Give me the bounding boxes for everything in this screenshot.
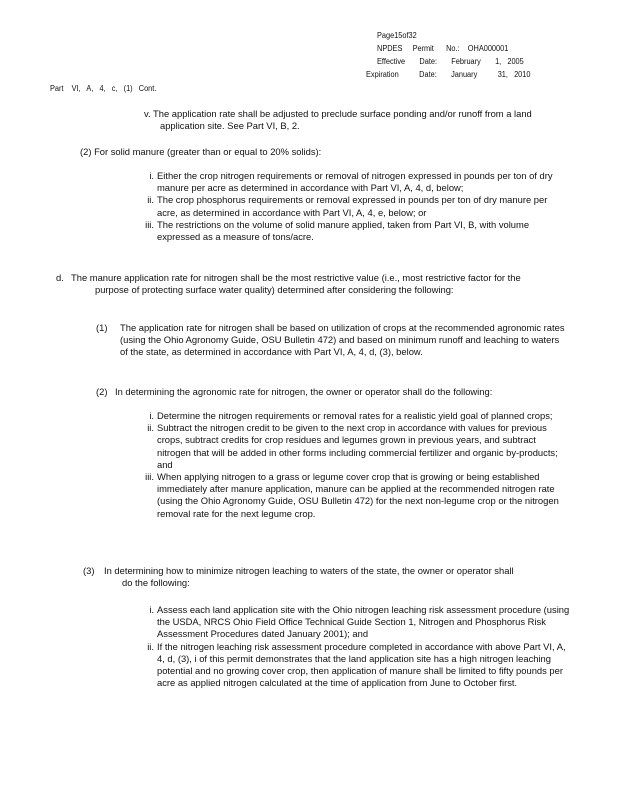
item-d-text: The manure application rate for nitrogen shall be the most restrictive value (i.e., most restrictive factor for the purpose of protecting surface water quality) determined after considering the following:	[71, 272, 521, 296]
d3-item-ii-label: ii.	[147, 640, 154, 652]
solid-item-ii	[140, 194, 566, 218]
item-d3	[83, 565, 523, 589]
solid-item-i-label: i.	[149, 170, 154, 181]
item-d1	[96, 322, 566, 359]
d2-item-iii-text: When applying nitrogen to a grass or legume cover crop that is growing or being established immediately after manure application, manure can be applied at the recommended nitrogen rate (using the Ohio Agronomy Guide, OSU Bulletin 472) for the next non-legume crop or the nitrogen removal rate for the next legume crop.	[157, 471, 559, 519]
expiration-date-line: Expiration Date: January 31, 2010	[366, 70, 531, 79]
item-d3-label: (3)	[83, 565, 95, 576]
d3-item-i	[140, 604, 570, 641]
item-d-label: d.	[56, 272, 64, 283]
d2-item-i-text: Determine the nitrogen requirements or removal rates for a realistic yield goal of planned crops;	[157, 410, 553, 421]
d2-item-ii-text: Subtract the nitrogen credit to be given to the next crop in accordance with values for previous crops, subtract credits for crop residues and legumes grown in previous years, and subtract nitrogen that will be added in other forms including commercial fertilizer and organic by-products; and	[157, 422, 558, 470]
d2-item-ii-label: ii.	[147, 422, 154, 434]
solid-item-ii-label: ii.	[147, 194, 154, 206]
d3-list	[140, 604, 570, 689]
item-d3-text: In determining how to minimize nitrogen leaching to waters of the state, the owner or operator shall do the following:	[104, 565, 514, 589]
d3-item-ii-text: If the nitrogen leaching risk assessment procedure completed in accordance with above Part VI, A, 4, d, (3), i of this permit demonstrates that the land application site has a high nitrogen leaching potential and no growing cover crop, then application of manure shall be limited to fifty pounds per acre as applied nitrogen calculated at the time of application from June to October first.	[157, 640, 566, 689]
permit-number-line: NPDES Permit No.: OHA000001	[377, 44, 509, 53]
d2-item-iii	[140, 471, 560, 520]
item-d1-label: (1)	[96, 322, 108, 333]
solid-item-iii-label: iii.	[145, 218, 154, 230]
item-v	[144, 108, 554, 132]
item-d2	[96, 386, 576, 398]
solid-item-i	[140, 170, 566, 194]
solid-item-ii-text: The crop phosphorus requirements or removal expressed in pounds per ton of dry manure per acre, as determined in accordance with Part VI, A, 4, e, below; or	[157, 194, 548, 218]
solid-manure-list	[140, 170, 566, 243]
page-number: Page15of32	[377, 31, 417, 40]
solid-item-iii-text: The restrictions on the volume of solid manure applied, taken from Part VI, B, with volume expressed as a measure of tons/acre.	[157, 218, 530, 243]
effective-date-line: Effective Date: February 1, 2005	[377, 57, 524, 66]
solid-item-iii	[140, 219, 566, 243]
item-v-label: v.	[144, 108, 151, 119]
part-reference: Part VI, A, 4, c, (1) Cont.	[50, 84, 157, 93]
item-d2-label: (2)	[96, 386, 108, 397]
d2-list	[140, 410, 560, 520]
d2-item-i	[140, 410, 560, 422]
item-d	[56, 272, 546, 296]
solid-item-i-text: Either the crop nitrogen requirements or removal of nitrogen expressed in pounds per ton of dry manure per acre as determined in accordance with Part VI, A, 4, d, below;	[157, 170, 553, 194]
d2-item-iii-label: iii.	[145, 471, 154, 483]
item-v-text: The application rate shall be adjusted to preclude surface ponding and/or runoff from a land application site. See Part VI, B, 2.	[153, 108, 532, 132]
d3-item-i-label: i.	[149, 604, 154, 615]
solid-manure-heading: (2) For solid manure (greater than or equal to 20% solids):	[80, 146, 322, 157]
d2-item-i-label: i.	[149, 410, 154, 421]
d3-item-i-text: Assess each land application site with the Ohio nitrogen leaching risk assessment procedure (using the USDA, NRCS Ohio Field Office Technical Guide Section 1, Nitrogen and Phosphorus Risk Assessment Procedures dated January 2001); and	[157, 604, 570, 640]
d2-item-ii	[140, 422, 560, 471]
item-d2-text: In determining the agronomic rate for nitrogen, the owner or operator shall do the following:	[115, 386, 493, 397]
d3-item-ii	[140, 641, 570, 690]
item-d1-text: The application rate for nitrogen shall be based on utilization of crops at the recommended agronomic rates (using the Ohio Agronomy Guide, OSU Bulletin 472) and based on minimum runoff and leaching to waters of the state, as determined in accordance with Part VI, A, 4, d, (3), below.	[120, 322, 565, 358]
